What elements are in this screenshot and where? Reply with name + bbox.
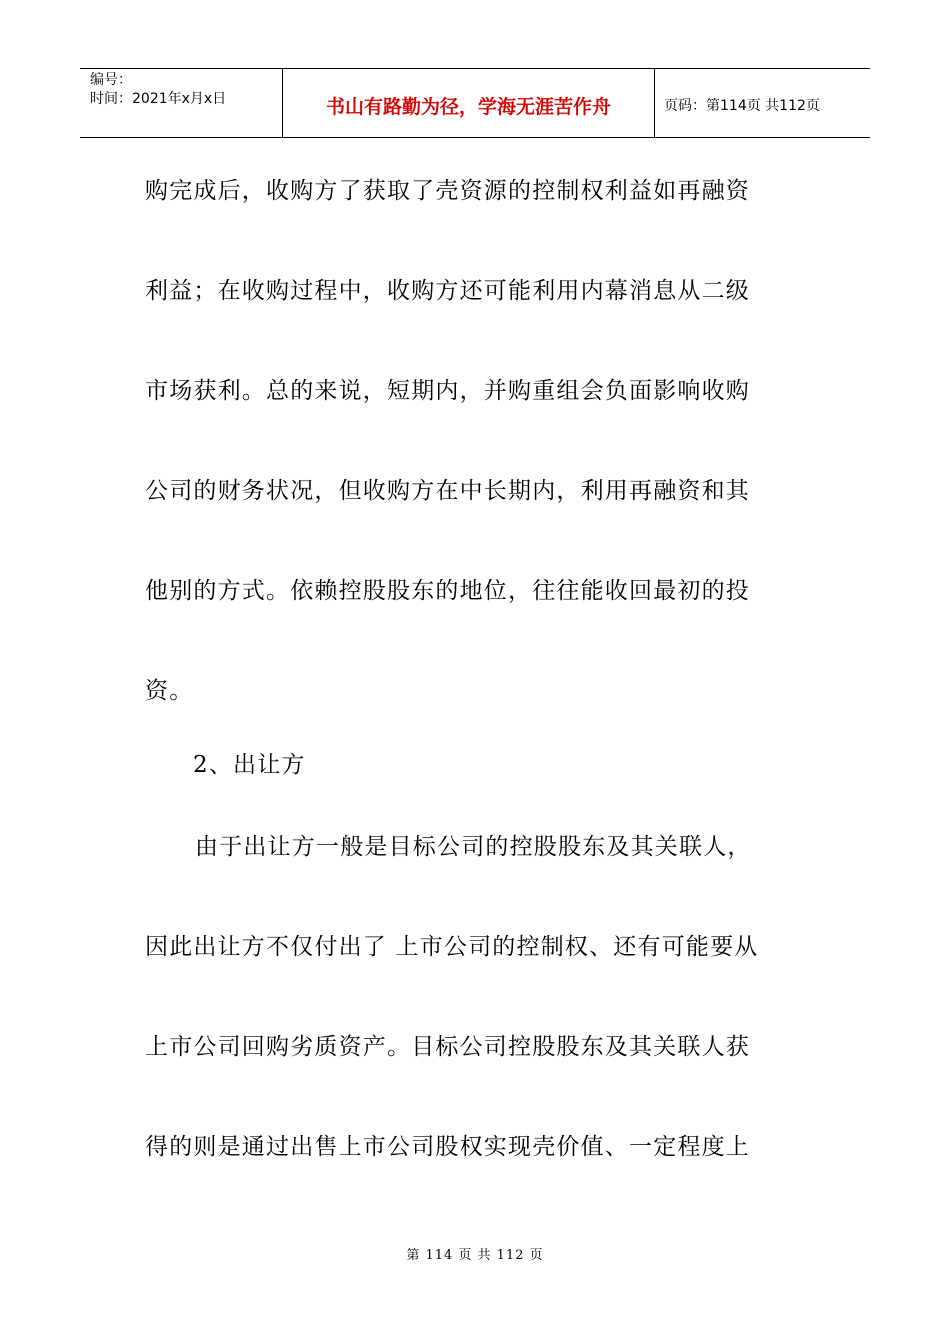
body-line: 利益；在收购过程中，收购方还可能利用内幕消息从二级 bbox=[145, 278, 750, 304]
body-line: 市场获利。总的来说，短期内，并购重组会负面影响收购 bbox=[145, 378, 750, 404]
body-line: 公司的财务状况，但收购方在中长期内，利用再融资和其 bbox=[145, 478, 750, 504]
document-number-label: 编号： bbox=[90, 72, 132, 88]
body-line: 因此出让方不仅付出了 上市公司的控制权、还有可能要从 bbox=[145, 934, 759, 960]
body-line: 得的则是通过出售上市公司股权实现壳价值、一定程度上 bbox=[145, 1134, 750, 1160]
body-line: 由于出让方一般是目标公司的控股股东及其关联人， bbox=[195, 834, 752, 860]
body-line: 上市公司回购劣质资产。目标公司控股股东及其关联人获 bbox=[145, 1034, 750, 1060]
header-meta-cell bbox=[80, 69, 282, 137]
body-line: 资。 bbox=[145, 678, 194, 704]
header-motto: 书山有路勤为径，学海无涯苦作舟 bbox=[282, 69, 655, 137]
header-page-number: 页码：第114页 共112页 bbox=[664, 98, 820, 114]
section-heading: 2、出让方 bbox=[193, 752, 306, 778]
body-line: 购完成后，收购方了获取了壳资源的控制权利益如再融资 bbox=[145, 178, 750, 204]
body-line: 他别的方式。依赖控股股东的地位，往往能收回最初的投 bbox=[145, 578, 750, 604]
document-date-label: 时间：2021年x月x日 bbox=[90, 91, 227, 107]
page-footer: 第 114 页 共 112 页 bbox=[406, 1248, 544, 1263]
page-header bbox=[80, 68, 870, 138]
